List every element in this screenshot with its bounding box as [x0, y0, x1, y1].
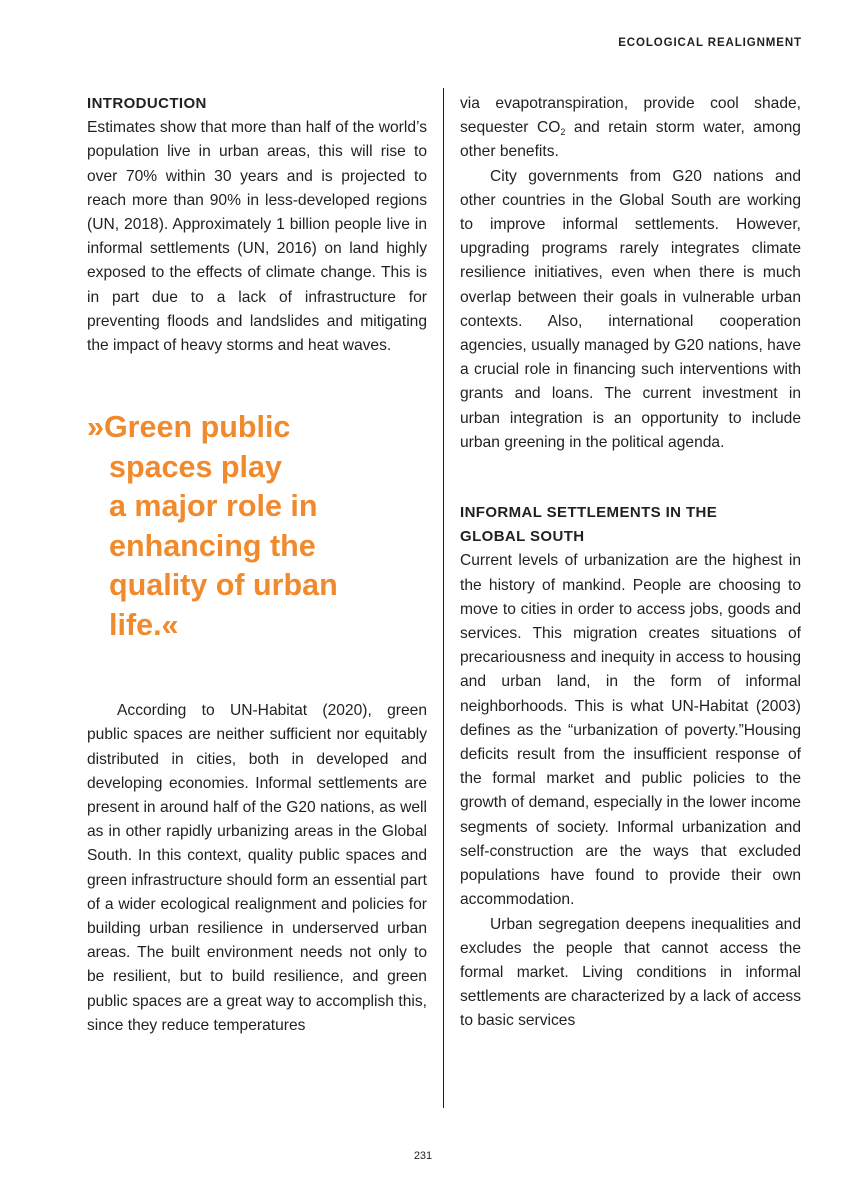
continued-text-end: and retain storm water, among other benefits.: [460, 119, 801, 161]
pull-quote-line: quality of urban: [109, 568, 338, 603]
pull-quote-line: life.«: [109, 607, 179, 642]
co2-subscript: 2: [560, 127, 566, 138]
right-column: [460, 92, 801, 1034]
un-habitat-paragraph: According to UN-Habitat (2020), green public spaces are neither sufficient nor equitably distributed in cities, both in developed and developing economies. Informal settlements are present in around half of the G20 nations, as well as in other rapidly urbanizing areas in the Global South. In this context, quality public spaces and green infrastructure should form an essential part of a wider ecological realignment and policies for building urban resilience in underserved urban areas. The built environment needs not only to be resilient, but to build resilience, and green public spaces are a great way to accomplish this, since they reduce temperatures: [87, 702, 427, 1034]
urbanization-paragraph: Current levels of urbanization are the highest in the history of mankind. People are choosing to move to cities in order to access jobs, goods and services. This migration creates situations of precariousness and inequity in access to housing and urban land, in the form of informal neighborhoods. This is what UN-Habitat (2003) defines as the “urbanization of poverty.”Housing deficits result from the insufficient response of the formal market and public policies to the growth of demand, especially in the lower income segments of society. Informal urbanization and self-construction are the ways that excluded populations have found to provide their own accommodation.: [460, 552, 801, 909]
continued-paragraph: [460, 92, 801, 165]
governments-paragraph: City governments from G20 nations and other countries in the Global South are working to improve informal settlements. However, upgrading programs rarely integrates climate resilience initiatives, even when there is much overlap between their goals in vulnerable urban contexts. Also, international cooperation agencies, usually managed by G20 nations, have a crucial role in financing such interventions with grants and loans. The current investment in urban integration is an opportunity to include urban greening in the political agenda.: [460, 167, 801, 451]
left-column: [87, 92, 427, 1038]
pull-quote-line: a major role in: [109, 489, 318, 524]
section-heading-line: GLOBAL SOUTH: [460, 528, 585, 546]
pull-quote-line: spaces play: [109, 449, 282, 484]
introduction-heading: INTRODUCTION: [87, 95, 207, 112]
introduction-paragraph: Estimates show that more than half of the world’s population live in urban areas, this will rise to over 70% within 30 years and is projected to reach more than 90% in less-developed regions (UN, 2018). Approximately 1 billion people live in informal settlements (UN, 2016) on land highly exposed to the effects of climate change. This is in part due to a lack of infrastructure for preventing floods and landslides and mitigating the impact of heavy storms and heat waves.: [87, 119, 427, 355]
pull-quote: [87, 408, 427, 645]
running-header-title: ECOLOGICAL REALIGNMENT: [618, 37, 802, 49]
continued-text: via evapotranspiration, provide cool shade, sequester CO: [460, 95, 801, 137]
segregation-paragraph: Urban segregation deepens inequalities and excludes the people that cannot access the formal market. Living conditions in informal settlements are characterized by a lack of access to basic services: [460, 915, 801, 1030]
section-heading: [460, 501, 801, 549]
page-number: 231: [413, 1150, 433, 1162]
pull-quote-line: »Green public: [87, 410, 291, 445]
pull-quote-line: enhancing the: [109, 528, 316, 563]
column-divider: [443, 88, 444, 1108]
section-heading-line: INFORMAL SETTLEMENTS IN THE: [460, 504, 718, 522]
